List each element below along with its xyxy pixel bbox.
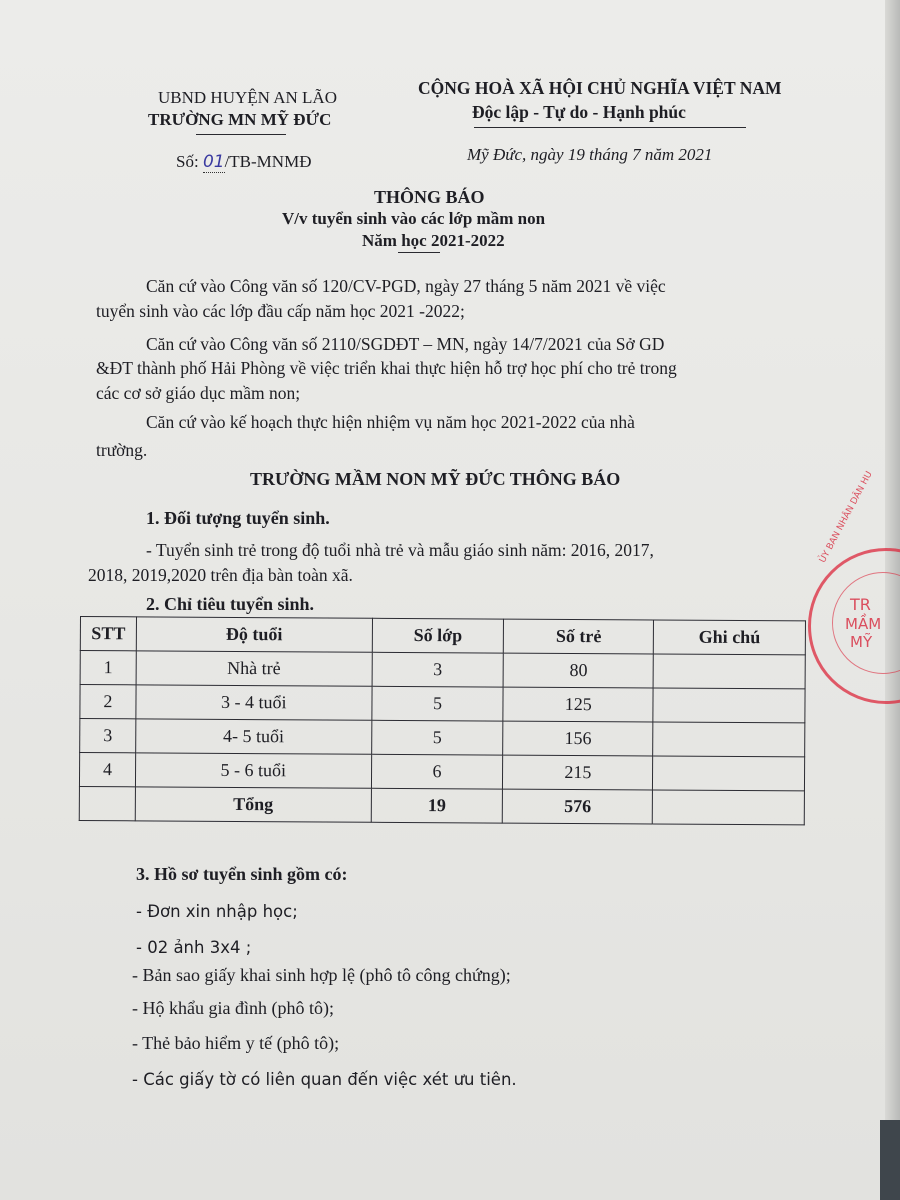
cell-classes: 3 [372,652,504,687]
table-row [80,651,805,689]
basis-paragraph-2-line-2: &ĐT thành phố Hải Phòng về việc triển khai thực hiện hỗ trợ học phí cho trẻ trong [96,358,677,378]
cell-children: 125 [503,687,653,722]
cell-stt: 3 [80,719,136,753]
doc-number-prefix: Số: [176,152,203,171]
basis-paragraph-1-line-2: tuyển sinh vào các lớp đầu cấp năm học 2021 -2022; [96,301,465,321]
table-header-row [80,617,805,655]
cell-classes: 5 [371,720,503,755]
cell-classes: 5 [371,686,503,721]
basis-paragraph-3-line-1: Căn cứ vào kế hoạch thực hiện nhiệm vụ năm học 2021-2022 của nhà [146,412,635,432]
doc-number-suffix: /TB-MNMĐ [224,152,312,171]
table-row [79,753,804,791]
doc-subject: V/v tuyển sinh vào các lớp mầm non [282,209,546,228]
cell-children: 156 [503,721,653,756]
section-1-title: 1. Đối tượng tuyển sinh. [146,508,330,528]
section-1-line-1: - Tuyển sinh trẻ trong độ tuổi nhà trẻ và mẫu giáo sinh năm: 2016, 2017, [146,540,654,560]
cell-notes [653,756,805,791]
section-3-title: 3. Hồ sơ tuyển sinh gồm có: [136,864,348,884]
seal-ring-text: ỦY BAN NHÂN DÂN HU [818,469,875,565]
table-row [80,685,805,723]
total-children: 576 [503,789,653,824]
cell-notes [653,688,805,723]
total-stt [79,786,135,820]
background-corner [880,1120,900,1200]
agency-name: UBND HUYỆN AN LÃO [158,88,337,107]
basis-paragraph-2-line-1: Căn cứ vào Công văn số 2110/SGDĐT – MN, ngày 14/7/2021 của Sở GD [146,334,665,354]
table-row [80,719,805,757]
cell-children: 215 [503,755,653,790]
cell-stt: 4 [79,753,135,787]
document-item-2: - 02 ảnh 3x4 ; [136,938,252,957]
doc-number-handwritten: 01 [202,152,225,172]
table-total-row [79,786,804,824]
cell-age: Nhà trẻ [136,651,372,686]
cell-age: 5 - 6 tuổi [135,753,371,788]
section-1-line-2: 2018, 2019,2020 trên địa bàn toàn xã. [88,565,353,585]
header-stt: STT [80,617,136,651]
document-item-3: - Bản sao giấy khai sinh hợp lệ (phô tô công chứng); [132,965,511,985]
doc-title: THÔNG BÁO [374,187,485,207]
header-age: Độ tuổi [136,617,372,652]
basis-paragraph-3-line-2: trường. [96,440,148,460]
document-item-6: - Các giấy tờ có liên quan đến việc xét ưu tiên. [132,1070,517,1089]
section-2-title: 2. Chỉ tiêu tuyển sinh. [146,594,315,614]
seal-inner-line-1: TR [850,595,871,614]
school-name: TRƯỜNG MN MỸ ĐỨC [148,110,332,129]
cell-age: 3 - 4 tuổi [136,685,372,720]
cell-stt: 1 [80,651,136,685]
date-line: Mỹ Đức, ngày 19 tháng 7 năm 2021 [467,145,713,164]
seal-inner-line-3: MỸ [850,633,873,651]
total-notes [652,790,804,825]
cell-stt: 2 [80,685,136,719]
total-label: Tổng [135,787,371,822]
cell-children: 80 [503,653,653,688]
basis-paragraph-1-line-1: Căn cứ vào Công văn số 120/CV-PGD, ngày 27 tháng 5 năm 2021 về việc [146,276,666,296]
school-year-underline [398,252,440,253]
announcement-heading: TRƯỜNG MẦM NON MỸ ĐỨC THÔNG BÁO [250,469,621,489]
cell-notes [653,654,805,689]
document-item-4: - Hộ khẩu gia đình (phô tô); [132,998,334,1018]
country-name: CỘNG HOÀ XÃ HỘI CHỦ NGHĨA VIỆT NAM [418,78,782,98]
basis-paragraph-2-line-3: các cơ sở giáo dục mầm non; [96,383,301,403]
document-item-1: - Đơn xin nhập học; [136,902,298,921]
school-underline [196,134,286,135]
cell-age: 4- 5 tuổi [136,719,372,754]
document-number [176,152,311,172]
enrollment-quota-table [79,616,806,825]
document-item-5: - Thẻ bảo hiểm y tế (phô tô); [132,1033,340,1053]
seal-inner-line-2: MẦM [845,615,882,633]
motto: Độc lập - Tự do - Hạnh phúc [472,102,686,122]
cell-classes: 6 [371,754,503,789]
header-notes: Ghi chú [653,620,805,655]
school-year: Năm học 2021-2022 [362,231,505,250]
cell-notes [653,722,805,757]
motto-underline [474,127,746,128]
total-classes: 19 [371,788,503,823]
header-classes: Số lớp [372,618,504,653]
header-children: Số trẻ [504,619,654,654]
